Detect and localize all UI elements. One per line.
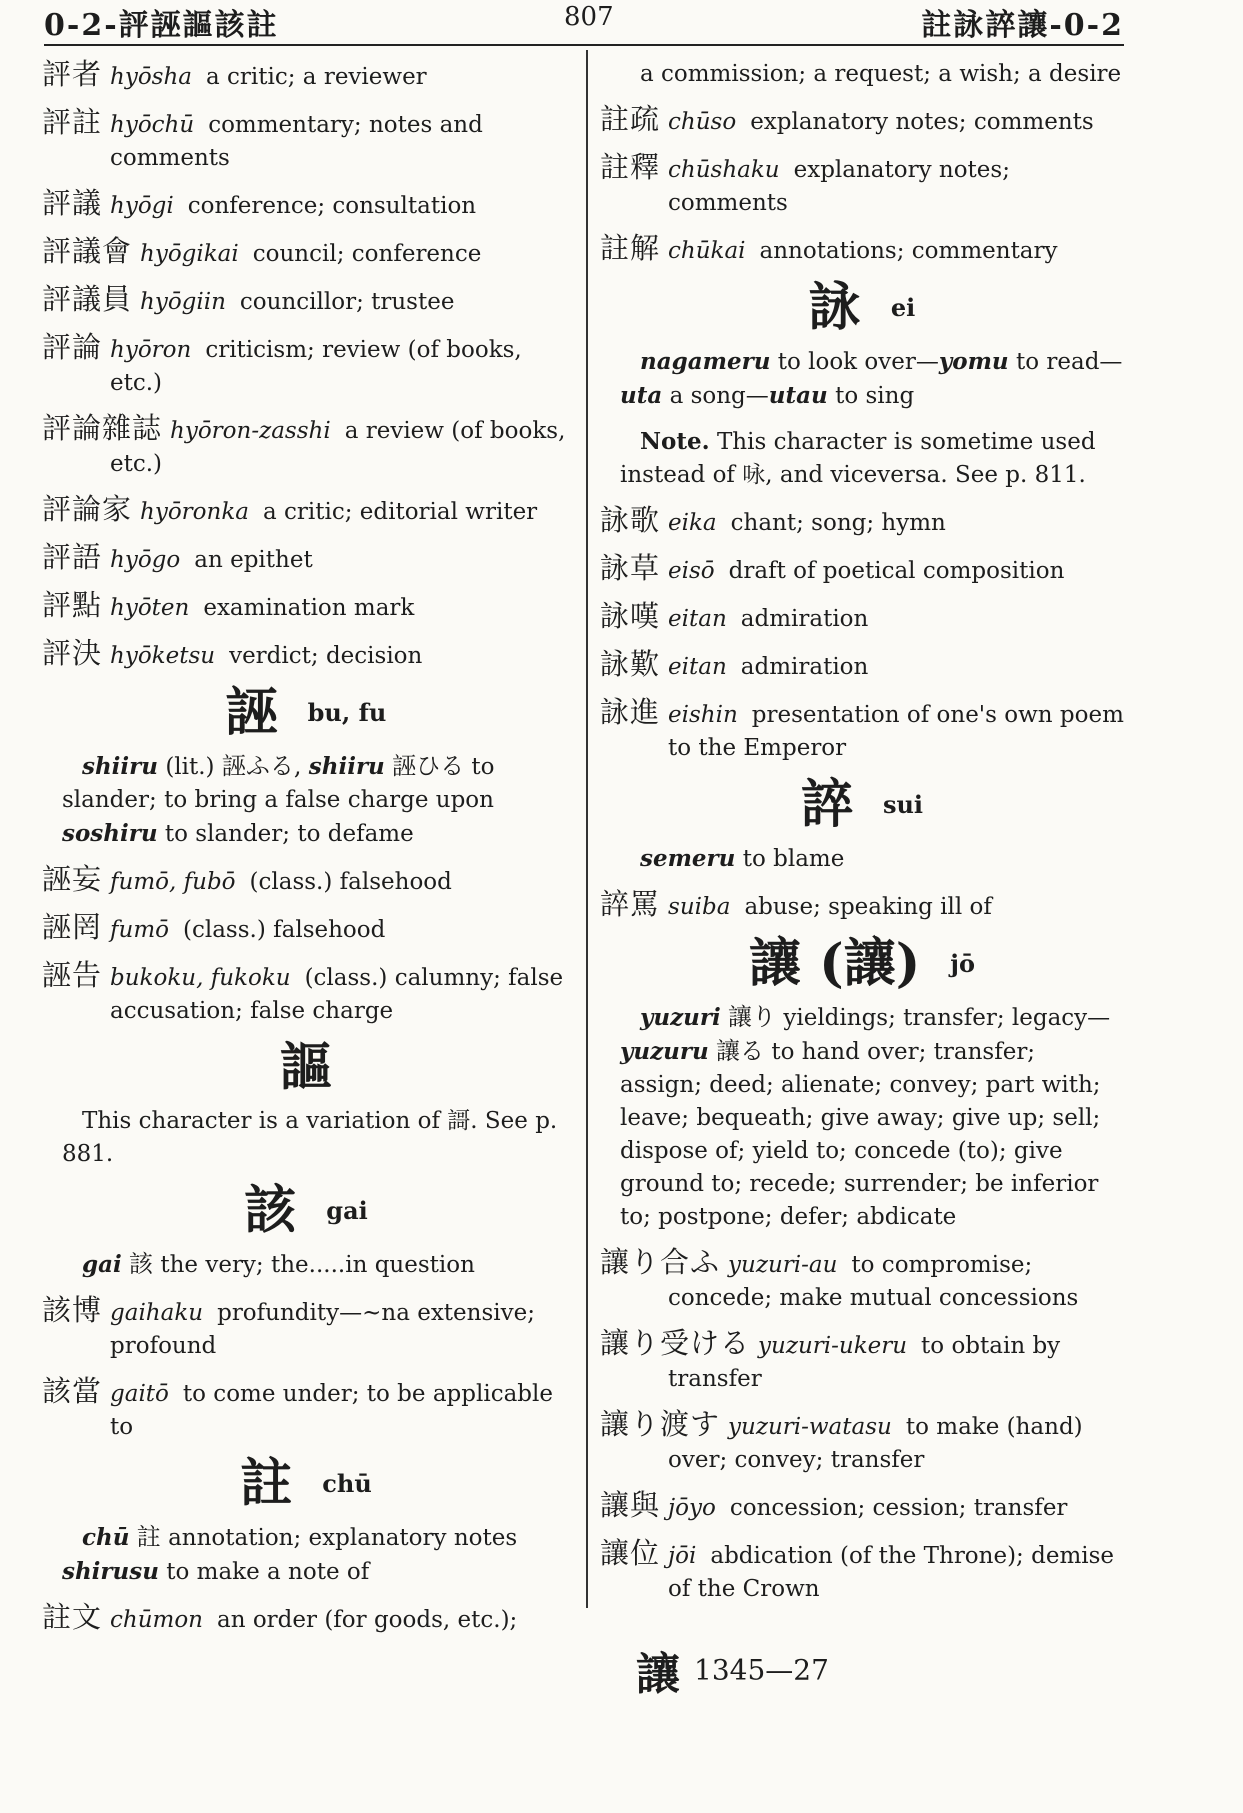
entry-definition: to obtain by transfer xyxy=(668,1333,1061,1392)
dictionary-entry xyxy=(600,552,1124,588)
entry-definition: conference; consultation xyxy=(187,193,477,219)
entry-headword: 評點 xyxy=(42,588,103,622)
dictionary-entry xyxy=(42,863,570,899)
entry-headword: 評論 xyxy=(42,330,103,364)
reading-gloss: to sing xyxy=(835,383,915,409)
page-footer xyxy=(636,1638,829,1702)
reading-gloss: to look over— xyxy=(777,349,939,375)
reading-paragraph xyxy=(42,750,570,851)
entry-definition: examination mark xyxy=(203,595,415,621)
reading-word: shiiru xyxy=(308,753,385,780)
dictionary-entry xyxy=(600,232,1124,268)
reading-word: shiiru xyxy=(82,753,158,780)
entry-romanization: jōyo xyxy=(668,1495,716,1521)
entry-definition: draft of poetical composition xyxy=(728,558,1065,584)
entry-romanization: hyōronka xyxy=(140,499,249,525)
entry-definition: abuse; speaking ill of xyxy=(744,894,992,920)
entry-list xyxy=(600,1246,1124,1606)
dictionary-entry xyxy=(600,1246,1124,1315)
reading-word: semeru xyxy=(640,845,736,872)
reading-word: uta xyxy=(620,382,663,409)
dictionary-entry xyxy=(42,541,570,577)
note-label: Note. xyxy=(640,428,710,455)
header-left-index: 0-2-評誣謳該註 xyxy=(44,8,279,43)
entry-definition: an order (for goods, etc.); xyxy=(217,1607,518,1633)
entry-definition: commentary; notes and comments xyxy=(110,112,483,171)
entry-headword: 註解 xyxy=(600,231,661,265)
heading-kanji: 該 xyxy=(244,1180,297,1241)
entry-romanization: hyōchū xyxy=(110,112,195,138)
entry-romanization: hyōgo xyxy=(110,547,181,573)
dictionary-entry xyxy=(42,589,570,625)
note-text: This character is sometime used instead of 咏, and viceversa. See p. 811. xyxy=(620,429,1096,488)
entry-headword: 評註 xyxy=(42,105,103,139)
entry-headword: 評語 xyxy=(42,540,103,574)
entry-list xyxy=(42,58,570,673)
entry-headword: 評議會 xyxy=(42,234,133,268)
entry-romanization: hyōgi xyxy=(110,193,174,219)
kana-form: 讓る xyxy=(716,1037,765,1065)
entry-headword: 誣妄 xyxy=(42,862,103,896)
dictionary-entry xyxy=(600,151,1124,220)
dictionary-entry xyxy=(42,58,570,94)
entry-romanization: eishin xyxy=(668,702,738,728)
entry-definition: explanatory notes; comments xyxy=(668,157,1010,216)
dictionary-entry xyxy=(42,235,570,271)
dictionary-entry xyxy=(42,1294,570,1363)
reading-word: yuzuri xyxy=(640,1004,721,1031)
heading-kanji: 讓 (讓) xyxy=(748,933,921,994)
reading-gloss: to hand over; transfer; assign; deed; alienate; convey; part with; leave; bequeath; give away; give up; sell; dispose of; yield to; concede (to); give ground to; recede; surrender; be inferior to; postpone; defer; abdicate xyxy=(620,1039,1101,1230)
entry-list xyxy=(42,863,570,1028)
entry-headword: 註疏 xyxy=(600,102,661,136)
entry-headword: 詠歎 xyxy=(600,647,661,681)
entry-definition: presentation of one's own poem to the Emperor xyxy=(668,702,1124,761)
dictionary-entry xyxy=(600,888,1124,924)
entry-headword: 註釋 xyxy=(600,150,661,184)
entry-headword: 評決 xyxy=(42,636,103,670)
entry-romanization: fumō, fubō xyxy=(110,869,236,895)
entry-romanization: jōi xyxy=(668,1543,697,1569)
entry-definition: chant; song; hymn xyxy=(730,510,946,536)
entry-definition: to make (hand) over; convey; transfer xyxy=(668,1414,1083,1473)
entry-romanization: hyōron xyxy=(110,337,192,363)
page-number: 807 xyxy=(564,2,614,32)
usage-note xyxy=(600,425,1124,492)
entry-definition: a review (of books, etc.) xyxy=(110,418,566,477)
footer-kanji: 讓 xyxy=(636,1649,680,1700)
entry-definition: explanatory notes; comments xyxy=(750,109,1094,135)
character-heading xyxy=(42,1453,570,1514)
kana-form: 讓り xyxy=(728,1003,777,1031)
reading-gloss: to read— xyxy=(1015,349,1123,375)
entry-romanization: hyōron-zasshi xyxy=(170,418,331,444)
heading-kanji: 詠 xyxy=(808,277,861,338)
reading-paragraph xyxy=(600,842,1124,876)
entry-definition: abdication (of the Throne); demise of the Crown xyxy=(668,1543,1115,1602)
heading-kanji: 誶 xyxy=(800,774,853,835)
entry-list xyxy=(600,504,1124,765)
dictionary-entry xyxy=(42,1375,570,1444)
reading-paragraph xyxy=(600,345,1124,413)
entry-romanization: eitan xyxy=(668,654,727,680)
entry-romanization: suiba xyxy=(668,894,731,920)
heading-reading: sui xyxy=(882,790,924,819)
entry-headword: 註文 xyxy=(42,1600,103,1634)
character-heading xyxy=(600,774,1124,835)
kana-form: 誣ふる, xyxy=(221,752,302,780)
character-heading xyxy=(600,933,1124,994)
entry-romanization: yuzuri-watasu xyxy=(728,1414,892,1440)
dictionary-entry xyxy=(600,103,1124,139)
entry-headword: 評議 xyxy=(42,186,103,220)
reading-paragraph xyxy=(42,1248,570,1282)
entry-definition: council; conference xyxy=(252,241,482,267)
footer-code: 1345—27 xyxy=(694,1653,829,1687)
reading-gloss: yieldings; transfer; legacy— xyxy=(783,1005,1111,1031)
dictionary-entry xyxy=(42,187,570,223)
reading-word: gai xyxy=(82,1251,122,1278)
dictionary-entry xyxy=(42,283,570,319)
heading-kanji: 謳 xyxy=(279,1037,332,1098)
entry-definition: a critic; a reviewer xyxy=(206,64,427,90)
entry-headword: 詠草 xyxy=(600,551,661,585)
usage-label: (lit.) xyxy=(165,754,215,780)
reading-gloss: to blame xyxy=(742,846,845,872)
reading-word: chū xyxy=(82,1524,130,1551)
character-heading xyxy=(42,1180,570,1241)
entry-definition: (class.) calumny; false accusation; false charge xyxy=(110,965,564,1024)
entry-romanization: hyōgiin xyxy=(140,289,226,315)
header-right-index: 註詠誶讓-0-2 xyxy=(921,8,1124,43)
entry-headword: 讓與 xyxy=(600,1488,661,1522)
reading-word: yomu xyxy=(938,348,1009,375)
entry-headword: 評論家 xyxy=(42,492,133,526)
entry-romanization: chūshaku xyxy=(668,157,780,183)
heading-reading: jō xyxy=(950,949,975,978)
reading-gloss: to make a note of xyxy=(166,1559,370,1585)
entry-romanization: chūkai xyxy=(668,238,746,264)
entry-definition: to compromise; concede; make mutual concessions xyxy=(668,1252,1079,1311)
entry-definition: a critic; editorial writer xyxy=(262,499,538,525)
dictionary-entry xyxy=(42,493,570,529)
reading-paragraph xyxy=(600,1001,1124,1234)
entry-romanization: gaitō xyxy=(110,1381,169,1407)
entry-romanization: hyōgikai xyxy=(140,241,239,267)
entry-headword: 誣告 xyxy=(42,958,103,992)
reading-word: utau xyxy=(768,382,828,409)
heading-kanji: 註 xyxy=(240,1453,293,1514)
dictionary-entry xyxy=(42,637,570,673)
entry-headword: 詠嘆 xyxy=(600,599,661,633)
heading-reading: chū xyxy=(322,1469,372,1498)
reading-word: yuzuru xyxy=(620,1038,709,1065)
entry-romanization: eika xyxy=(668,510,717,536)
character-heading xyxy=(600,277,1124,338)
character-heading xyxy=(42,1037,570,1098)
right-column xyxy=(600,58,1124,1618)
heading-kanji: 誣 xyxy=(225,682,278,743)
heading-reading: bu, fu xyxy=(307,698,387,727)
entry-headword: 評議員 xyxy=(42,282,133,316)
entry-romanization: bukoku, fukoku xyxy=(110,965,291,991)
entry-definition: admiration xyxy=(740,654,869,680)
reading-word: soshiru xyxy=(62,820,158,847)
dictionary-entry xyxy=(600,1408,1124,1477)
dictionary-entry xyxy=(42,959,570,1028)
entry-headword: 詠進 xyxy=(600,695,661,729)
dictionary-entry xyxy=(42,106,570,175)
dictionary-entry xyxy=(42,331,570,400)
reading-gloss: annotation; explanatory notes xyxy=(168,1525,518,1551)
kana-form: 該 xyxy=(129,1250,154,1278)
reading-gloss: to slander; to bring a false charge upon xyxy=(62,754,495,813)
heading-reading: gai xyxy=(326,1196,368,1225)
header-rule xyxy=(44,44,1124,46)
entry-definition: annotations; commentary xyxy=(759,238,1058,264)
dictionary-entry xyxy=(600,1489,1124,1525)
entry-definition: an epithet xyxy=(194,547,313,573)
column-divider xyxy=(586,50,588,1608)
character-heading xyxy=(42,682,570,743)
kana-form: 註 xyxy=(136,1523,161,1551)
entry-definition: (class.) falsehood xyxy=(249,869,452,895)
dictionary-entry xyxy=(600,696,1124,765)
entry-headword: 讓り合ふ xyxy=(600,1245,721,1279)
entry-definition: admiration xyxy=(740,606,869,632)
entry-romanization: fumō xyxy=(110,917,169,943)
entry-romanization: yuzuri-ukeru xyxy=(758,1333,908,1359)
reading-word: shirusu xyxy=(62,1558,159,1585)
dictionary-entry xyxy=(600,504,1124,540)
entry-definition: profundity—~na extensive; profound xyxy=(110,1300,535,1359)
entry-headword: 讓り受ける xyxy=(600,1326,751,1360)
dictionary-entry xyxy=(600,648,1124,684)
entry-definition: concession; cession; transfer xyxy=(729,1495,1068,1521)
entry-definition: verdict; decision xyxy=(229,643,423,669)
reading-gloss: the very; the.....in question xyxy=(160,1252,475,1278)
entry-definition: criticism; review (of books, etc.) xyxy=(110,337,522,396)
entry-headword: 誶罵 xyxy=(600,887,661,921)
entry-romanization: chūmon xyxy=(110,1607,203,1633)
entry-romanization: eitan xyxy=(668,606,727,632)
entry-headword: 讓位 xyxy=(600,1536,661,1570)
entry-list xyxy=(42,1601,570,1637)
entry-list xyxy=(600,103,1124,268)
heading-reading: ei xyxy=(890,293,916,322)
kana-form: 誣ひる xyxy=(392,752,465,780)
entry-definition: (class.) falsehood xyxy=(183,917,386,943)
dictionary-entry xyxy=(600,1537,1124,1606)
entry-headword: 該博 xyxy=(42,1293,103,1327)
entry-headword: 該當 xyxy=(42,1374,103,1408)
entry-headword: 讓り渡す xyxy=(600,1407,721,1441)
entry-definition: councillor; trustee xyxy=(239,289,455,315)
entry-list xyxy=(600,888,1124,924)
entry-romanization: yuzuri-au xyxy=(728,1252,838,1278)
page-header xyxy=(44,0,1124,44)
dictionary-entry xyxy=(42,1601,570,1637)
entry-romanization: eisō xyxy=(668,558,715,584)
dictionary-entry xyxy=(600,600,1124,636)
entry-romanization: gaihaku xyxy=(110,1300,204,1326)
reading-word: nagameru xyxy=(640,348,771,375)
entry-romanization: hyōketsu xyxy=(110,643,216,669)
entry-headword: 評論雜誌 xyxy=(42,411,163,445)
entry-headword: 誣罔 xyxy=(42,910,103,944)
entry-romanization: hyōten xyxy=(110,595,190,621)
dictionary-entry xyxy=(42,911,570,947)
entry-list xyxy=(42,1294,570,1444)
entry-romanization: chūso xyxy=(668,109,737,135)
entry-romanization: hyōsha xyxy=(110,64,192,90)
dictionary-entry xyxy=(600,1327,1124,1396)
dictionary-entry xyxy=(42,412,570,481)
left-column xyxy=(42,58,570,1649)
entry-definition: to come under; to be applicable to xyxy=(110,1381,553,1440)
reading-gloss: to slander; to defame xyxy=(164,821,414,847)
reading-gloss: a song— xyxy=(669,383,769,409)
entry-headword: 評者 xyxy=(42,57,103,91)
reading-paragraph xyxy=(42,1521,570,1589)
continued-definition: a commission; a request; a wish; a desire xyxy=(640,61,1122,87)
variant-note: This character is a variation of 謌. See p. 881. xyxy=(62,1108,558,1167)
entry-headword: 詠歌 xyxy=(600,503,661,537)
